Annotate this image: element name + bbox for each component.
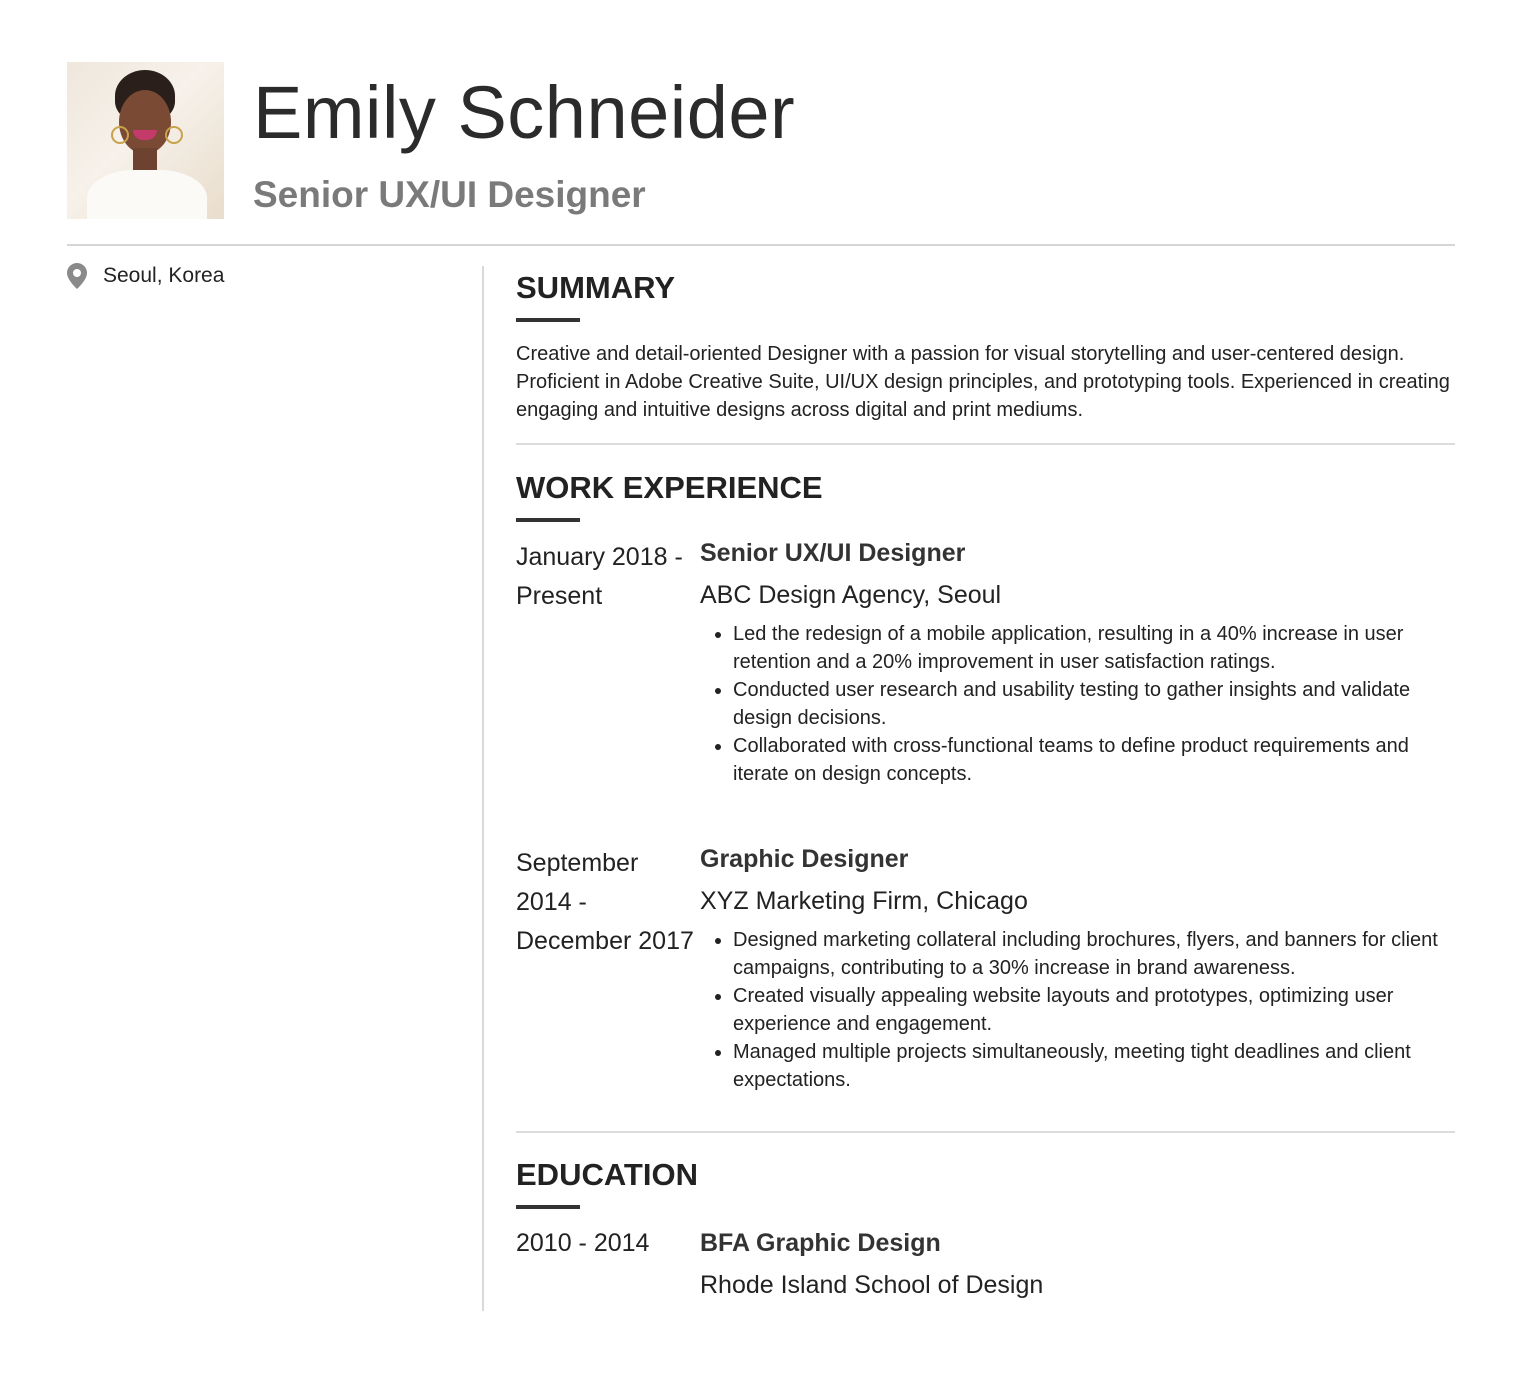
- location-text: Seoul, Korea: [103, 264, 225, 287]
- job-bullet: • Conducted user research and usability testing to gather insights and validate design decisions.: [733, 676, 1455, 732]
- job-bullets: [700, 926, 1455, 1094]
- job-entry: [516, 844, 1455, 1094]
- summary-title-underline: [516, 318, 580, 322]
- job-bullet: • Designed marketing collateral including brochures, flyers, and banners for client campaigns, contributing to a 30% increase in brand awareness.: [733, 926, 1455, 982]
- education-degree: BFA Graphic Design: [700, 1229, 941, 1257]
- column-divider: [482, 266, 484, 1311]
- section-divider: [516, 443, 1455, 445]
- education-section: [516, 1155, 1455, 1209]
- candidate-name: Emily Schneider: [253, 71, 796, 154]
- job-company: XYZ Marketing Firm, Chicago: [700, 887, 1028, 915]
- job-bullet: • Managed multiple projects simultaneously, meeting tight deadlines and client expectations.: [733, 1038, 1455, 1094]
- job-title: Senior UX/UI Designer: [700, 539, 966, 567]
- job-bullets: [700, 620, 1455, 788]
- section-divider: [516, 1131, 1455, 1133]
- education-entry: [516, 1228, 1455, 1300]
- work-section: [516, 468, 1455, 522]
- work-title-underline: [516, 518, 580, 522]
- education-dates: 2010 - 2014: [516, 1229, 650, 1257]
- location-pin-icon: [67, 263, 87, 289]
- job-bullet: • Led the redesign of a mobile application, resulting in a 40% increase in user retention and a 20% improvement in user satisfaction ratings.: [733, 620, 1455, 676]
- job-entry: [516, 538, 1455, 788]
- job-company: ABC Design Agency, Seoul: [700, 581, 1002, 609]
- work-title: WORK EXPERIENCE: [516, 470, 823, 505]
- summary-title: SUMMARY: [516, 270, 676, 305]
- job-title: Graphic Designer: [700, 845, 909, 873]
- job-bullet: • Created visually appealing website layouts and prototypes, optimizing user experience and engagement.: [733, 982, 1455, 1038]
- location: [67, 263, 224, 289]
- job-bullet: • Collaborated with cross-functional teams to define product requirements and iterate on design concepts.: [733, 732, 1455, 788]
- job-dates: September 2014 - December 2017: [516, 849, 694, 955]
- profile-photo: [67, 62, 224, 219]
- header-divider: [67, 244, 1455, 246]
- education-title-underline: [516, 1205, 580, 1209]
- summary-section: [516, 268, 1455, 424]
- education-school: Rhode Island School of Design: [700, 1271, 1044, 1299]
- candidate-headline: Senior UX/UI Designer: [253, 174, 646, 215]
- summary-text: Creative and detail-oriented Designer with a passion for visual storytelling and user-centered design. Proficient in Adobe Creative Suite, UI/UX design principles, and prototyping tools. Experienced in creating engaging and intuitive designs across digital and print mediums.: [516, 343, 1450, 421]
- job-dates: January 2018 - Present: [516, 543, 683, 610]
- education-title: EDUCATION: [516, 1157, 698, 1192]
